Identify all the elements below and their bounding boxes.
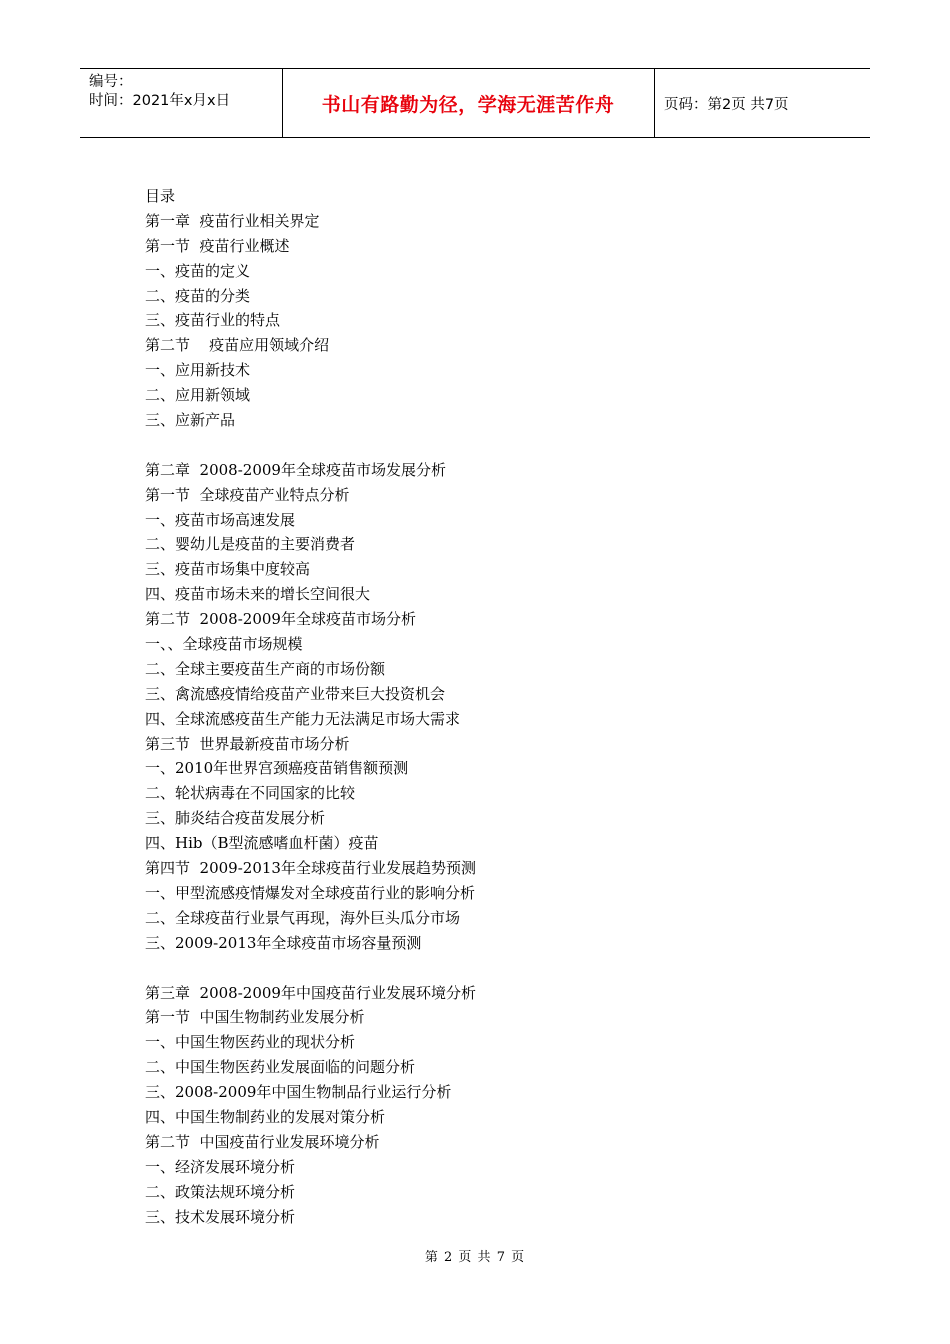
toc-entry: 第二节 中国疫苗行业发展环境分析 <box>145 1132 380 1151</box>
toc-entry: 第一章 疫苗行业相关界定 <box>145 211 320 230</box>
header-left-block <box>89 73 230 111</box>
toc-entry: 第二章 2008-2009年全球疫苗市场发展分析 <box>145 460 446 479</box>
time-label: 时间：2021年x月x日 <box>89 93 231 109</box>
toc-entry: 第二节 2008-2009年全球疫苗市场分析 <box>145 610 416 629</box>
toc-entry: 第二节 疫苗应用领域介绍 <box>145 336 330 355</box>
toc-entry: 二、婴幼儿是疫苗的主要消费者 <box>145 535 356 554</box>
header-divider <box>654 69 655 137</box>
page-header <box>80 68 870 138</box>
toc-entry: 二、政策法规环境分析 <box>145 1182 296 1201</box>
toc-entry: 三、应新产品 <box>145 411 236 430</box>
toc-entry: 目录 <box>145 187 176 205</box>
toc-entry: 三、技术发展环境分析 <box>145 1207 296 1226</box>
toc-entry: 第一节 全球疫苗产业特点分析 <box>145 485 350 504</box>
toc-entry: 一、经济发展环境分析 <box>145 1157 296 1176</box>
toc-entry: 二、疫苗的分类 <box>145 286 251 305</box>
toc-entry: 一、甲型流感疫情爆发对全球疫苗行业的影响分析 <box>145 883 476 902</box>
toc-entry: 一、应用新技术 <box>145 361 251 380</box>
toc-entry: 三、禽流感疫情给疫苗产业带来巨大投资机会 <box>145 684 446 703</box>
toc-entry: 二、应用新领域 <box>145 386 251 405</box>
toc-entry: 二、中国生物医药业发展面临的问题分析 <box>145 1058 416 1077</box>
table-of-contents <box>145 184 476 1229</box>
toc-entry: 四、全球流感疫苗生产能力无法满足市场大需求 <box>145 709 461 728</box>
number-label: 编号： <box>89 74 133 90</box>
toc-entry: 三、2008-2009年中国生物制品行业运行分析 <box>145 1083 452 1102</box>
toc-entry: 一、2010年世界宫颈癌疫苗销售额预测 <box>145 759 409 778</box>
toc-entry: 二、全球疫苗行业景气再现，海外巨头瓜分市场 <box>145 908 461 927</box>
toc-blank-line <box>145 956 476 981</box>
toc-entry: 三、疫苗市场集中度较高 <box>145 560 311 579</box>
toc-entry: 第三章 2008-2009年中国疫苗行业发展环境分析 <box>145 983 476 1002</box>
page-footer: 第 2 页 共 7 页 <box>424 1250 526 1265</box>
header-page-info: 页码：第2页 共7页 <box>664 96 789 113</box>
toc-entry: 一、、全球疫苗市场规模 <box>145 635 303 654</box>
toc-entry: 四、中国生物制药业的发展对策分析 <box>145 1107 386 1126</box>
toc-entry: 三、2009-2013年全球疫苗市场容量预测 <box>145 933 422 952</box>
toc-blank-line <box>145 433 476 458</box>
header-motto: 书山有路勤为径，学海无涯苦作舟 <box>321 93 615 116</box>
toc-entry: 四、Hib（B型流感嗜血杆菌）疫苗 <box>145 834 379 853</box>
toc-entry: 一、疫苗的定义 <box>145 261 251 280</box>
toc-entry: 第一节 中国生物制药业发展分析 <box>145 1008 365 1027</box>
toc-entry: 一、中国生物医药业的现状分析 <box>145 1033 356 1052</box>
toc-entry: 三、肺炎结合疫苗发展分析 <box>145 809 326 828</box>
toc-entry: 一、疫苗市场高速发展 <box>145 510 296 529</box>
toc-entry: 四、疫苗市场未来的增长空间很大 <box>145 585 371 604</box>
toc-entry: 二、轮状病毒在不同国家的比较 <box>145 784 356 803</box>
toc-entry: 第三节 世界最新疫苗市场分析 <box>145 734 350 753</box>
toc-entry: 三、疫苗行业的特点 <box>145 311 281 330</box>
toc-entry: 第一节 疫苗行业概述 <box>145 236 290 255</box>
toc-entry: 第四节 2009-2013年全球疫苗行业发展趋势预测 <box>145 859 476 878</box>
toc-entry: 二、全球主要疫苗生产商的市场份额 <box>145 659 386 678</box>
